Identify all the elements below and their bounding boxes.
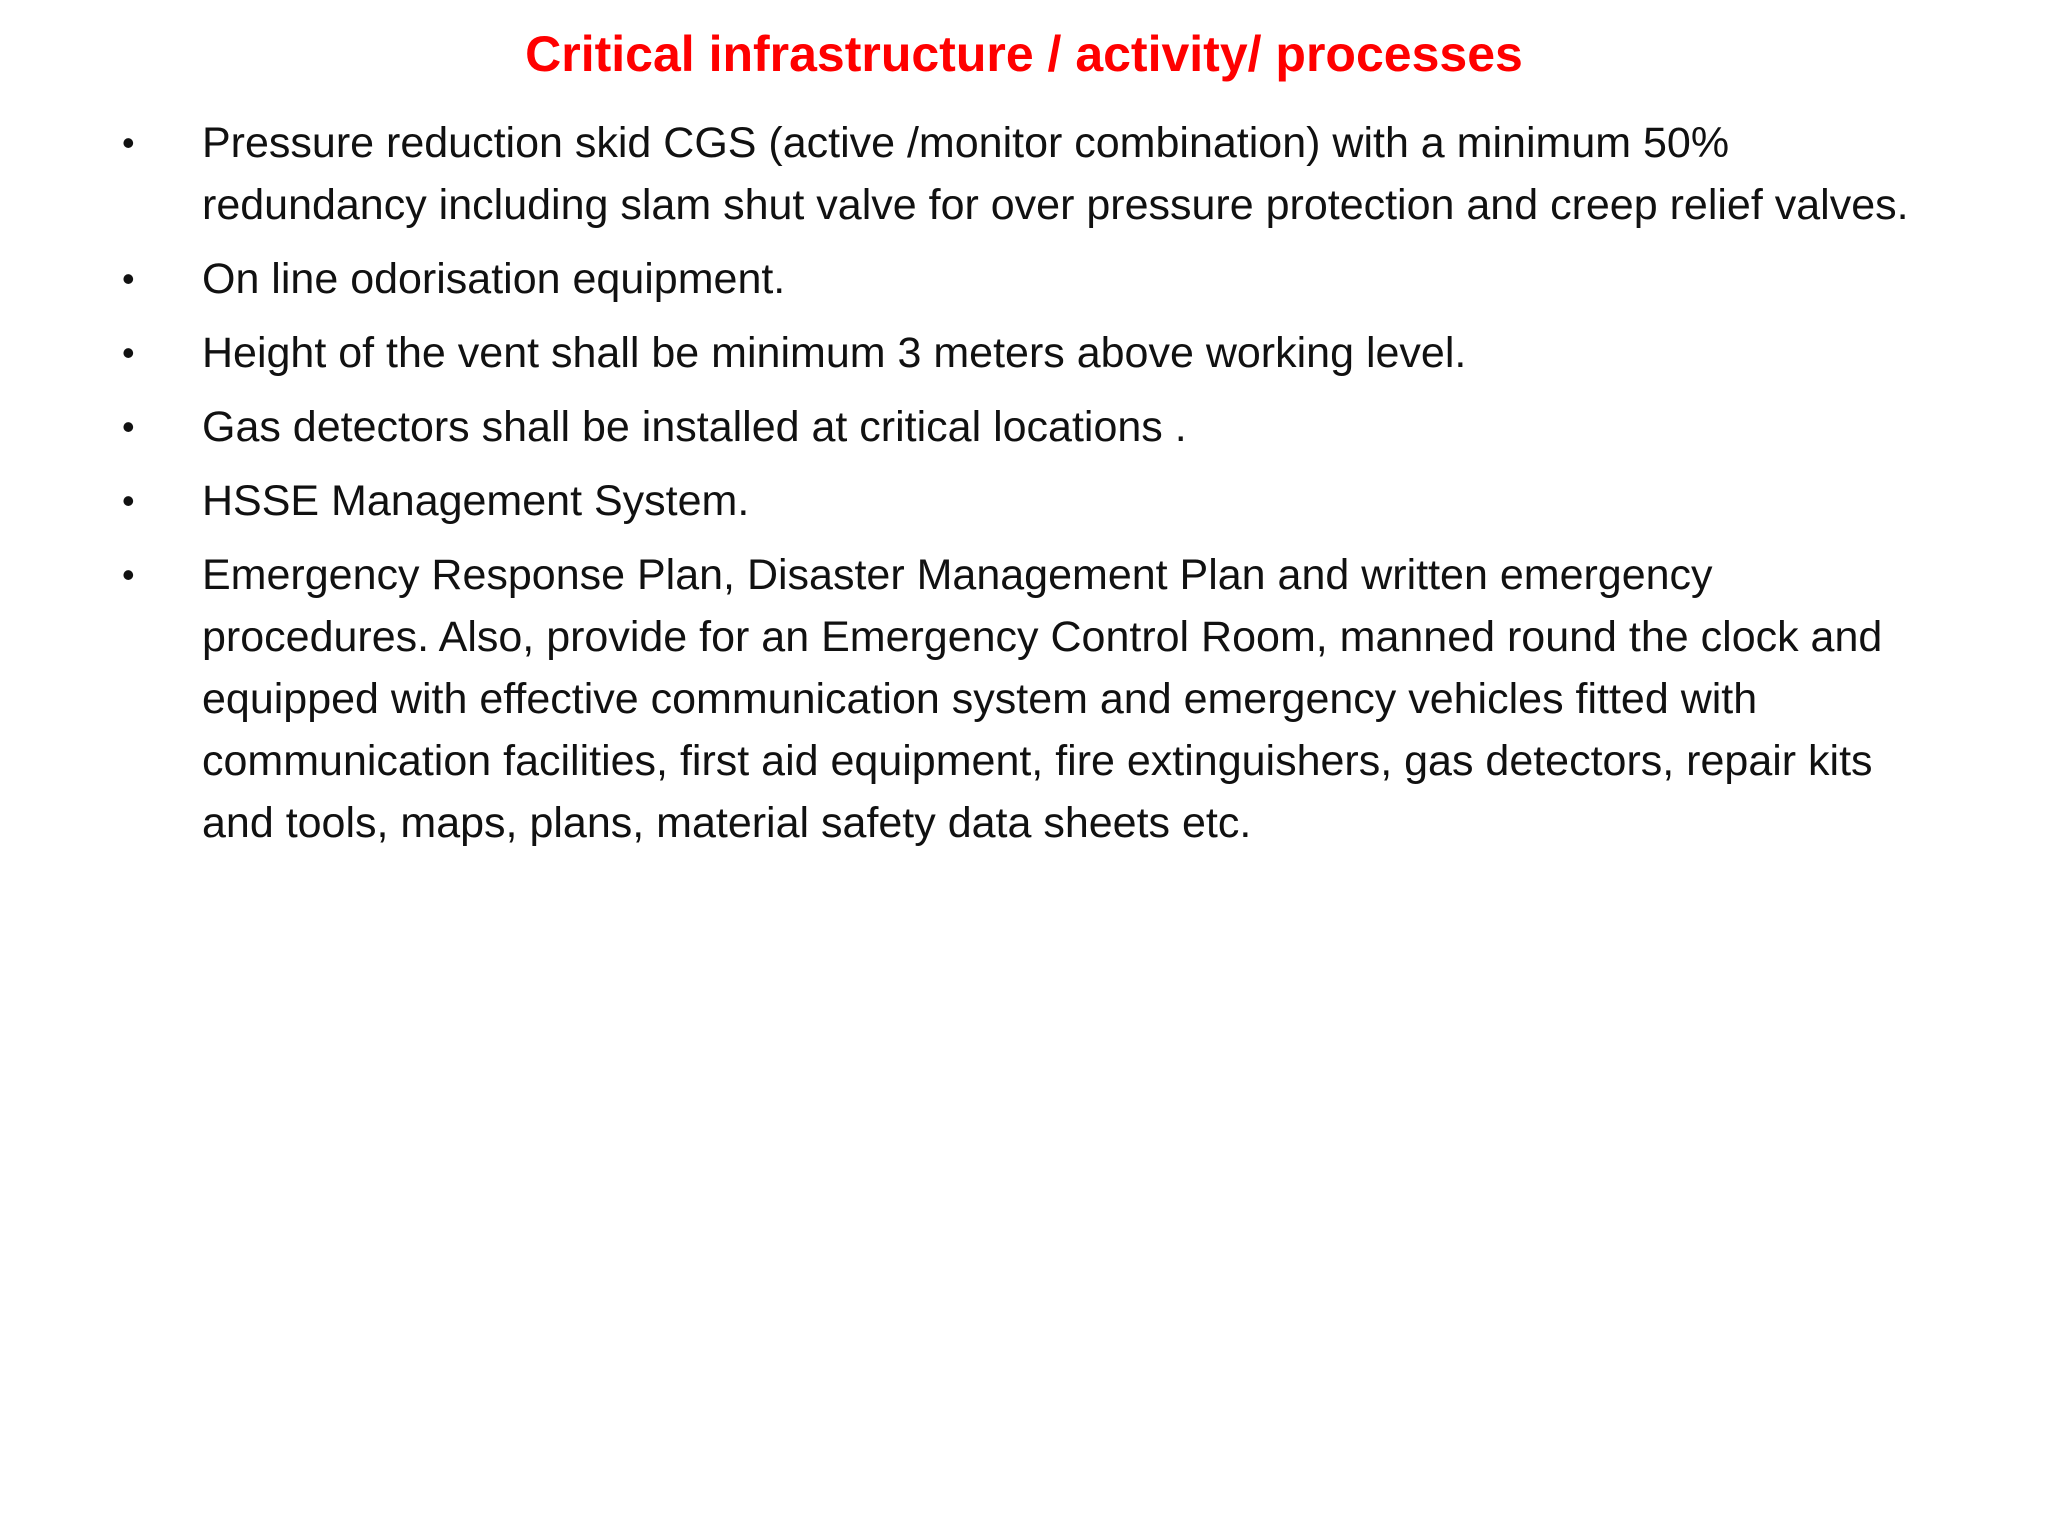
list-item: [118, 248, 1938, 310]
list-item: [118, 322, 1938, 384]
list-item-text: HSSE Management System.: [202, 477, 750, 525]
slide-title: Critical infrastructure / activity/ processes: [525, 26, 1523, 82]
list-item: [118, 544, 1938, 854]
bullet-icon: •: [122, 554, 135, 595]
list-item-text: Gas detectors shall be installed at critical locations .: [202, 403, 1187, 451]
list-item-text: On line odorisation equipment.: [202, 255, 786, 303]
bullet-icon: •: [122, 258, 135, 299]
list-item-text: Height of the vent shall be minimum 3 meters above working level.: [202, 329, 1467, 377]
bullet-icon: •: [122, 122, 135, 163]
list-item: [118, 396, 1938, 458]
bullet-icon: •: [122, 406, 135, 447]
list-item: [118, 470, 1938, 532]
list-item-text: Emergency Response Plan, Disaster Management Plan and written emergency procedures. Also, provide for an Emergency Control Room, manned round the clock and equipped with effective communication system and emergency vehicles fitted with communication facilities, first aid equipment, fire extinguishers, gas detectors, repair kits and tools, maps, plans, material safety data sheets etc.: [202, 551, 1883, 847]
bullet-icon: •: [122, 332, 135, 373]
bullet-icon: •: [122, 480, 135, 521]
bullet-list: [118, 112, 1938, 866]
list-item: [118, 112, 1938, 236]
list-item-text: Pressure reduction skid CGS (active /monitor combination) with a minimum 50% redundancy including slam shut valve for over pressure protection and creep relief valves.: [202, 119, 1909, 229]
